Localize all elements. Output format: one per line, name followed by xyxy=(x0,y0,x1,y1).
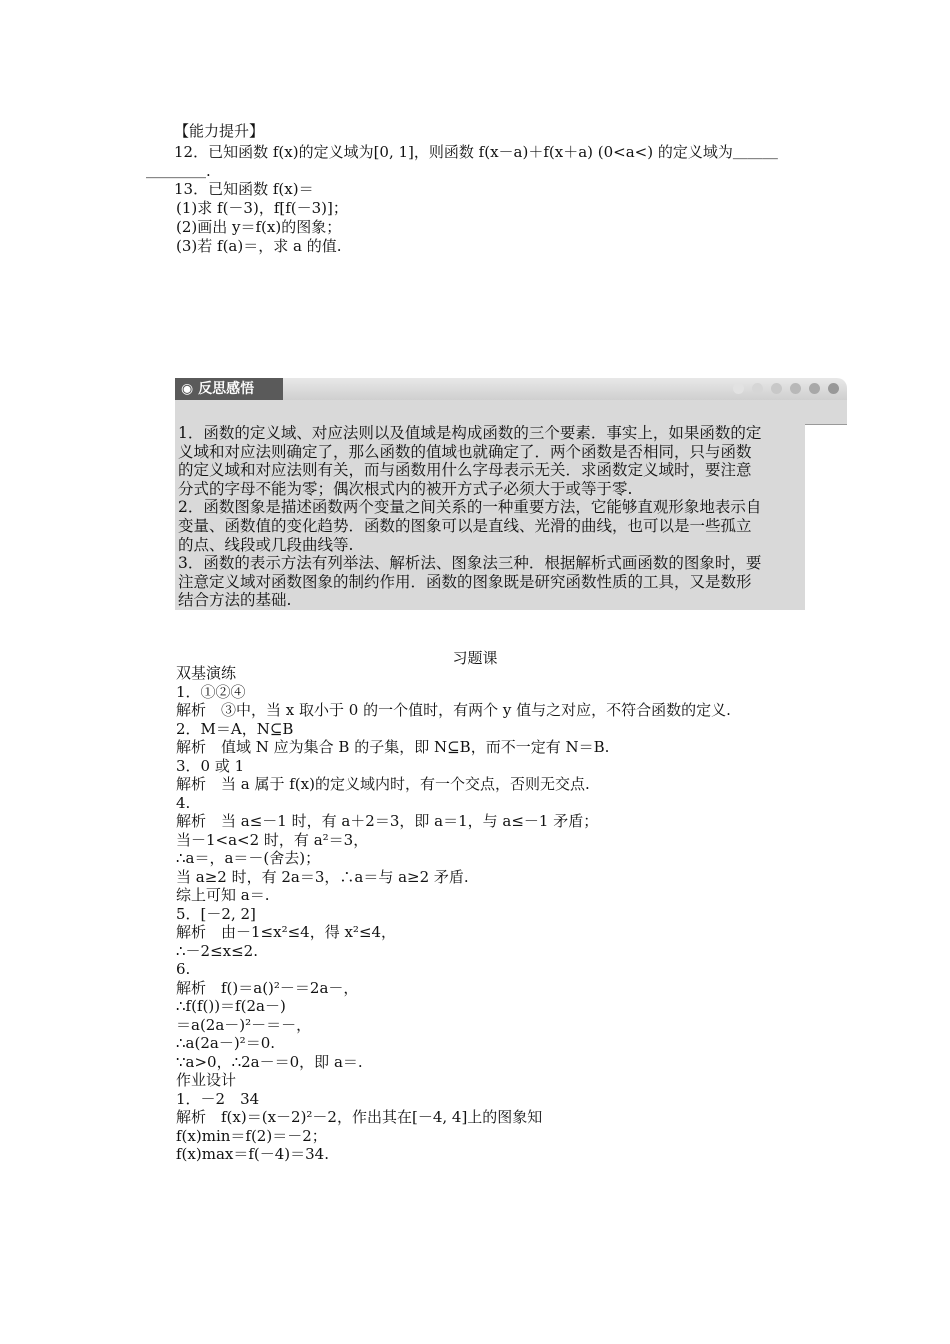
answer-line: 4. xyxy=(176,793,191,812)
answer-line: 2．M＝A，N⊆B xyxy=(176,719,294,738)
reflection-subbar xyxy=(175,400,847,425)
answer-line: 当 a≥2 时，有 2a＝3，∴a＝与 a≥2 矛盾. xyxy=(176,867,469,886)
dot-6 xyxy=(828,383,839,394)
section-label-ability: 【能力提升】 xyxy=(174,122,265,140)
answer-line: 1．－2 34 xyxy=(176,1089,260,1108)
answer-line: 综上可知 a＝. xyxy=(176,886,270,904)
dot-5 xyxy=(809,383,820,394)
answer-line: 解析 ③中，当 x 取小于 0 的一个值时，有两个 y 值与之对应，不符合函数的定义. xyxy=(176,701,731,719)
answer-line: 3．0 或 1 xyxy=(176,756,245,775)
exercise-title: 习题课 xyxy=(452,649,498,667)
answer-line: 当－1<a<2 时，有 a²＝3， xyxy=(176,830,369,849)
answer-line: 解析 由－1≤x²≤4，得 x²≤4， xyxy=(176,923,397,941)
reflection-line: 2．函数图象是描述函数两个变量之间关系的一种重要方法，它能够直观形象地表示自 xyxy=(178,498,762,517)
reflection-line: 分式的字母不能为零；偶次根式内的被开方式子必须大于或等于零. xyxy=(178,479,633,498)
answer-line: f(x)max＝f(－4)＝34. xyxy=(176,1145,329,1163)
answer-line: 作业设计 xyxy=(176,1071,237,1089)
reflection-line: 的定义域和对应法则有关，而与函数用什么字母表示无关．求函数定义域时，要注意 xyxy=(178,461,752,480)
problem-13-part2: (2)画出 y＝f(x)的图象； xyxy=(176,218,342,236)
answer-line: f(x)min＝f(2)＝－2； xyxy=(176,1126,327,1145)
dot-2 xyxy=(752,383,763,394)
answer-line: 6. xyxy=(176,960,191,978)
reflection-header xyxy=(175,378,847,400)
problem-12: 12．已知函数 f(x)的定义域为[0, 1]，则函数 f(x－a)＋f(x＋a) (0<a<) 的定义域为＿＿＿ xyxy=(174,143,778,161)
answer-line: 5．[－2, 2] xyxy=(176,904,256,923)
header-dots xyxy=(733,383,839,394)
answer-line: 解析 f()＝a()²－＝2a－， xyxy=(176,978,359,997)
reflection-body xyxy=(175,424,805,610)
answer-line: 解析 f(x)＝(x－2)²－2，作出其在[－4, 4]上的图象知 xyxy=(176,1108,543,1126)
dot-1 xyxy=(733,383,744,394)
reflection-line: 变量、函数值的变化趋势．函数的图象可以是直线、光滑的曲线，也可以是一些孤立 xyxy=(178,517,752,535)
problem-13: 13．已知函数 f(x)＝ xyxy=(174,180,314,198)
answer-line: ＝a(2a－)²－＝－， xyxy=(176,1015,312,1034)
dot-4 xyxy=(790,383,801,394)
answer-line: ∴－2≤x≤2. xyxy=(176,941,258,960)
problem-13-part1: (1)求 f(－3)，f[f(－3)]； xyxy=(176,199,348,217)
reflection-title: ◉ 反思感悟 xyxy=(175,378,283,400)
answer-line: ∴a(2a－)²＝0. xyxy=(176,1034,276,1052)
answer-line: 解析 当 a 属于 f(x)的定义域内时，有一个交点，否则无交点. xyxy=(176,775,590,793)
reflection-line: 3．函数的表示方法有列举法、解析法、图象法三种．根据解析式画函数的图象时，要 xyxy=(178,554,762,573)
problem-13-part3: (3)若 f(a)＝，求 a 的值. xyxy=(176,237,342,255)
answer-line: ∵a>0，∴2a－＝0，即 a＝. xyxy=(176,1052,363,1071)
answer-line: ∴f(f())＝f(2a－) xyxy=(176,997,286,1015)
answer-line: ∴a＝，a＝－(舍去)； xyxy=(176,849,321,867)
answer-list xyxy=(176,664,731,1164)
answer-line: 1．①②④ xyxy=(176,682,246,701)
reflection-line: 1．函数的定义域、对应法则以及值域是构成函数的三个要素．事实上，如果函数的定 xyxy=(178,424,762,442)
dot-3 xyxy=(771,383,782,394)
reflection-line: 义域和对应法则确定了，那么函数的值域也就确定了．两个函数是否相同，只与函数 xyxy=(178,442,752,461)
answer-line: 双基演练 xyxy=(176,664,237,682)
problem-12-blank: ＿＿＿＿. xyxy=(146,162,211,180)
reflection-line: 结合方法的基础. xyxy=(178,591,292,610)
reflection-line: 的点、线段或几段曲线等. xyxy=(178,535,354,554)
reflection-line: 注意定义域对函数图象的制约作用．函数的图象既是研究函数性质的工具，又是数形 xyxy=(178,572,752,591)
answer-line: 解析 当 a≤－1 时，有 a＋2＝3，即 a＝1，与 a≤－1 矛盾； xyxy=(176,812,599,830)
answer-line: 解析 值域 N 应为集合 B 的子集，即 N⊆B，而不一定有 N＝B. xyxy=(176,738,610,756)
